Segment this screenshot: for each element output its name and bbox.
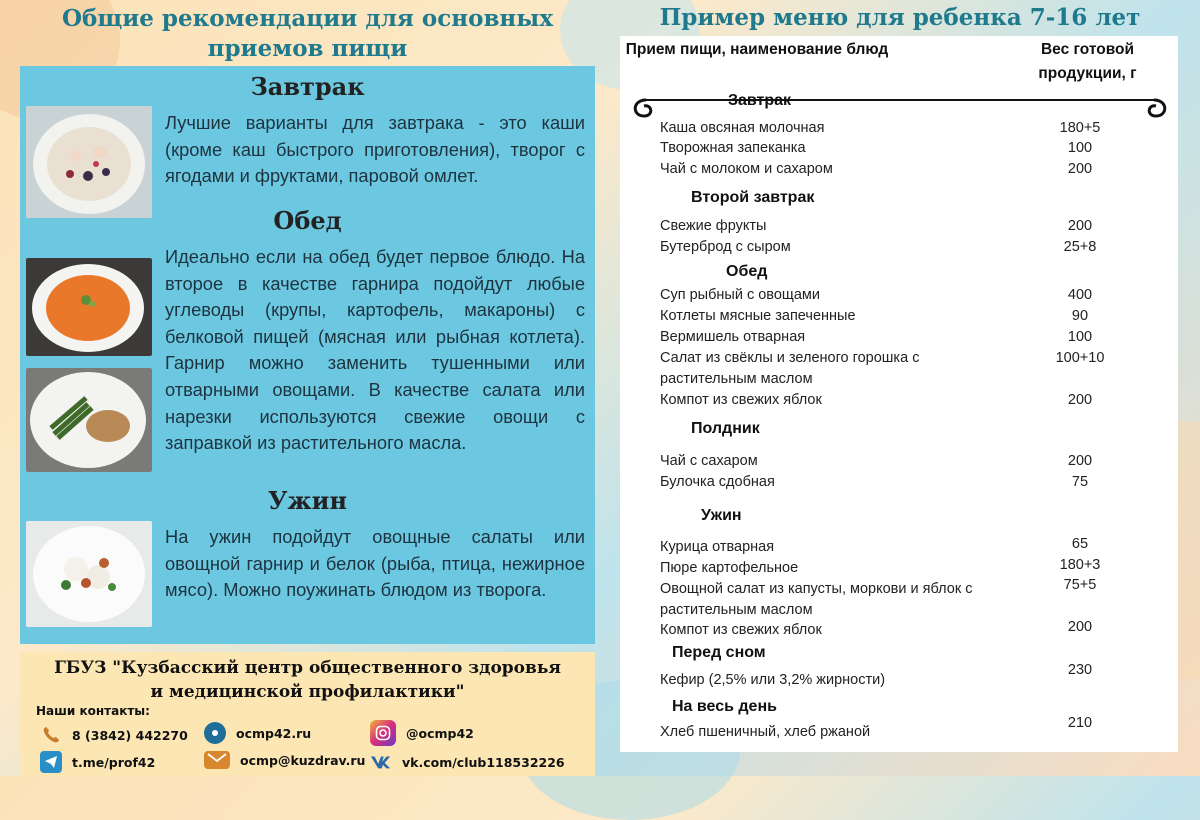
contact-telegram[interactable] [40,751,155,773]
left-title: Общие рекомендации для основных приемов пищи [61,5,554,62]
org-line-2: и медицинской профилактики" [150,682,465,702]
salad-image [26,521,152,627]
contact-instagram[interactable] [370,720,474,746]
contact-email[interactable] [204,751,365,769]
dish-weight: 75 [1071,474,1089,490]
dish-name: Котлеты мясные запеченные [660,308,856,324]
dish-weight: 180+3 [1059,557,1101,573]
dish-weight: 25+8 [1063,239,1097,255]
meal-title: На весь день [672,698,777,715]
dish-name: Творожная запеканка [660,140,806,156]
dish-weight: 200 [1067,392,1093,408]
dish-weight: 65 [1071,536,1089,552]
telegram-text: t.me/prof42 [72,754,156,770]
phone-text: 8 (3842) 442270 [72,727,188,743]
dish-weight: 100 [1067,140,1093,156]
soup-image [26,258,152,356]
header-meal-column: Прием пищи, наименование блюд [625,41,889,58]
telegram-icon [40,751,62,773]
section-title-breakfast: Завтрак [250,72,365,101]
dish-name: Свежие фрукты [660,218,767,234]
porridge-image [26,106,152,218]
instagram-icon [370,720,396,746]
dish-weight: 230 [1067,662,1093,678]
meal-title: Полдник [691,420,760,437]
section-title-dinner: Ужин [267,486,348,515]
dish-name: Компот из свежих яблок [660,392,822,408]
dish-weight: 100+10 [1055,350,1105,366]
meal-title: Обед [726,263,768,280]
phone-icon [40,724,62,746]
meal-title: Второй завтрак [691,189,815,206]
email-text: ocmp@kuzdrav.ru [240,752,366,768]
dish-name: Овощной салат из капусты, моркови и яблок с растительным маслом [660,581,973,618]
dish-name: Чай с сахаром [660,453,758,469]
dish-weight: 100 [1067,329,1093,345]
contact-vk[interactable] [370,751,565,773]
dish-name: Салат из свёклы и зеленого горошка с растительным маслом [660,350,920,387]
dish-weight: 90 [1071,308,1089,324]
dish-name: Компот из свежих яблок [660,622,822,638]
cutlet-beans-image [26,368,152,472]
org-line-1: ГБУЗ "Кузбасский центр общественного здоровья [54,658,561,678]
site-text: ocmp42.ru [236,725,312,741]
dish-weight: 200 [1067,161,1093,177]
instagram-text: @ocmp42 [406,725,474,741]
breakfast-text: Лучшие варианты для завтрака - это каши (кроме каш быстрого приготовления), творог с ягодами и фруктами, паровой омлет. [165,112,585,187]
dish-weight: 200 [1067,453,1093,469]
section-title-lunch: Обед [273,206,342,235]
dish-weight: 180+5 [1059,120,1101,136]
dish-name: Суп рыбный с овощами [660,287,820,303]
dish-name: Вермишель отварная [660,329,806,345]
contacts-label: Наши контакты: [36,704,150,718]
header-weight-column: Вес готовой продукции, г [1038,41,1137,82]
dish-name: Кефир (2,5% или 3,2% жирности) [660,672,886,688]
meal-title: Перед сном [672,644,766,661]
recommendations-panel [20,66,595,644]
dish-name: Бутерброд с сыром [660,239,791,255]
contact-phone[interactable] [40,724,188,746]
menu-title: Пример меню для ребенка 7-16 лет [659,4,1141,31]
dish-name: Чай с молоком и сахаром [660,161,833,177]
menu-card [620,36,1178,752]
dinner-text: На ужин подойдут овощные салаты или овощной гарнир и белок (рыба, птица, нежирное мясо). Можно поужинать блюдом из творога. [165,526,585,601]
dish-name: Хлеб пшеничный, хлеб ржаной [660,724,871,740]
dish-name: Каша овсяная молочная [660,120,825,136]
dish-weight: 75+5 [1063,577,1097,593]
location-icon [204,722,226,744]
dish-weight: 200 [1067,619,1093,635]
dish-name: Пюре картофельное [660,560,799,576]
vk-text: vk.com/club118532226 [402,754,565,770]
meal-title: Завтрак [728,92,792,109]
contact-site[interactable] [204,722,311,744]
dish-weight: 400 [1067,287,1093,303]
scroll-divider [628,84,1172,122]
footer-panel [20,652,595,776]
lunch-text: Идеально если на обед будет первое блюдо. На второе в качестве гарнира подойдут любые углеводы (крупы, картофель, макароны) с белковой пищей (мясная или рыбная котлета). Гарнир можно заменить тушенными или отварными овощами. В качестве салата или нарезки используются свежие овощи с заправкой из растительного масла. [165,246,585,454]
mail-icon [204,751,230,769]
organization-name [20,656,595,704]
vk-icon [370,751,392,773]
dish-weight: 210 [1067,715,1093,731]
dish-name: Булочка сдобная [660,474,775,490]
dish-weight: 200 [1067,218,1093,234]
dish-name: Курица отварная [660,539,775,555]
meal-title: Ужин [701,507,742,524]
